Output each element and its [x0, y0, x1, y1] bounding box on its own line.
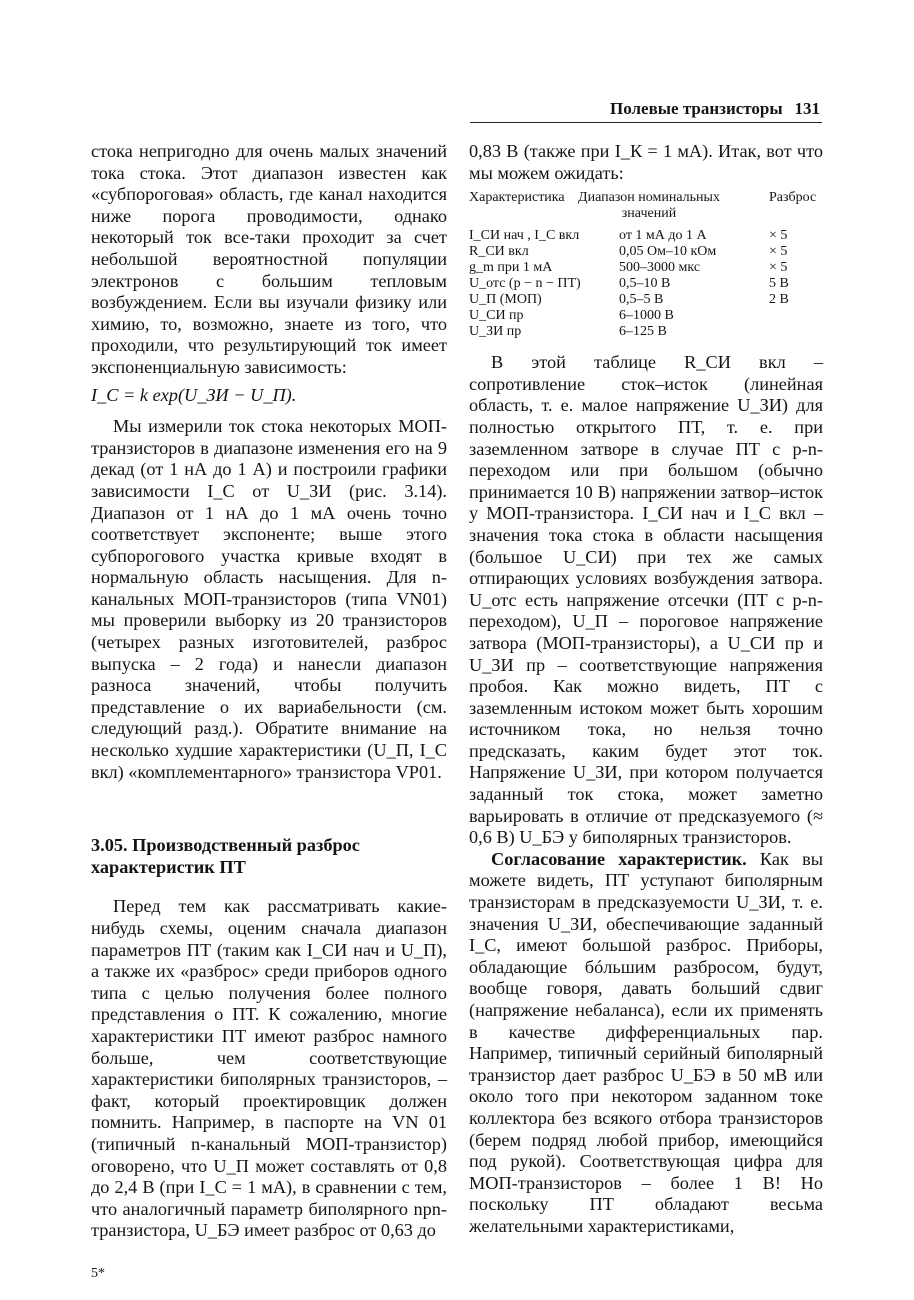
table-row [469, 260, 823, 276]
th-characteristic: Характеристика [469, 190, 565, 206]
cell-spread: × 5 [769, 260, 788, 276]
cell-param: U_ЗИ пр [469, 324, 522, 340]
cell-spread: × 5 [769, 244, 788, 260]
cell-range: от 1 мА до 1 А [619, 228, 707, 244]
formula-exponential: I_С = k exp(U_ЗИ − U_П). [91, 384, 297, 405]
cell-range: 6–125 В [619, 324, 667, 340]
cell-range: 500–3000 мкс [619, 260, 701, 276]
paragraph-table-explanation: В этой таблице R_СИ вкл – сопротивление сток–исток (линейная область, т. е. малое напряжение U_ЗИ) для полностью открытого ПТ, т. е. при заземленном затворе в случае ПТ с p-n-переходом или при большом (обычно принимается 10 В) напряжении затвор–исток у МОП-транзистора. I_СИ нач и I_С вкл – значения тока стока в области насыщения (большое U_СИ) при тех же самых отпирающих условиях возбуждения затвора. U_отс есть напряжение отсечки (ПТ с p-n-переходом), U_П – пороговое напряжение затвора (МОП-транзисторы), а U_СИ пр и U_ЗИ пр – соответствующие напряжения пробоя. Как можно видеть, ПТ с заземленным истоком может быть хорошим источником тока, но нельзя точно предсказать, каким будет этот ток. Напряжение U_ЗИ, при котором получается заданный ток стока, может заметно варьировать в отличие от предсказуемого (≈ 0,6 В) U_БЭ у биполярных транзисторов. [469, 352, 823, 848]
th-range: Диапазон номинальных значений [578, 190, 720, 222]
paragraph-measurements: Мы измерили ток стока некоторых МОП-транзисторов в диапазоне изменения его на 9 декад (от 1 нА до 1 А) и построили графики зависимости I_С от U_ЗИ (рис. 3.14). Диапазон от 1 нА до 1 мА очень точно соответствует экспоненте; выше этого субпорогового участка кривые входят в нормальную область насыщения. Для n-канальных МОП-транзисторов (типа VN01) мы проверили выборку из 20 транзисторов (четырех разных изготовителей, разброс выпуска – 2 года) и нанесли диапазон разноса значений, чтобы получить представление о их вариабельности (см. следующий разд.). Обратите внимание на несколько худшие характеристики (U_П, I_С вкл) «комплементарного» транзистора VP01. [91, 416, 447, 782]
left-column [91, 141, 447, 1242]
paragraph-lead: Согласование характеристик. [491, 848, 747, 869]
cell-param: U_П (МОП) [469, 292, 542, 308]
cell-range: 0,5–5 В [619, 292, 664, 308]
paragraph-expect: 0,83 В (также при I_К = 1 мА). Итак, вот что мы можем ожидать: [469, 141, 823, 183]
paragraph-matching-body: Как вы можете видеть, ПТ уступают биполярным транзисторам в предсказуемости U_ЗИ, т. е. значения U_ЗИ, обеспечивающие заданный I_С, имеют большой разброс. Приборы, обладающие бóльшим разбросом, будут, вообще говоря, давать больший сдвиг (напряжение небаланса), если их применять в качестве дифференциальных пар. Например, типичный серийный биполярный транзистор дает разброс U_БЭ в 50 мВ или около того при некотором заданном токе коллектора без всякого отбора транзисторов (берем подряд любой прибор, имеющийся под рукой). Соответствующая цифра для МОП-транзисторов – более 1 В! Но поскольку ПТ обладают весьма желательными характеристиками, [469, 848, 823, 1236]
cell-range: 0,5–10 В [619, 276, 671, 292]
running-title: Полевые транзисторы [610, 99, 783, 118]
table-row [469, 324, 823, 340]
cell-param: g_m при 1 мА [469, 260, 553, 276]
cell-param: R_СИ вкл [469, 244, 529, 260]
cell-param: U_СИ пр [469, 308, 524, 324]
th-spread: Разброс [769, 190, 817, 206]
table-row [469, 292, 823, 308]
cell-range: 0,05 Ом–10 кОм [619, 244, 717, 260]
paragraph-spread: Перед тем как рассматривать какие-нибудь схемы, оценим сначала диапазон параметров ПТ (таким как I_СИ нач и U_П), а также их «разброс» среди приборов одного типа с целью получения более полного представления о ПТ. К сожалению, многие характеристики ПТ имеют разброс намного больше, чем соответствующие характеристики биполярных транзисторов, – факт, который проектировщик должен помнить. Например, в паспорте на VN 01 (типичный n-канальный МОП-транзистор) оговорено, что U_П может составлять от 0,8 до 2,4 В (при I_С = 1 мА), в сравнении с тем, что аналогичный параметр биполярного npn-транзистора, U_БЭ имеет разброс от 0,63 до [91, 896, 447, 1241]
cell-param: I_СИ нач , I_С вкл [469, 228, 580, 244]
cell-spread: 2 В [769, 292, 789, 308]
cell-param: U_отс (p − n − ПТ) [469, 276, 581, 292]
running-header [470, 97, 822, 123]
cell-range: 6–1000 В [619, 308, 674, 324]
paragraph-matching [469, 849, 823, 1238]
cell-spread: × 5 [769, 228, 788, 244]
table-row [469, 308, 823, 324]
signature-mark: 5* [91, 1266, 105, 1281]
table-header [469, 190, 823, 228]
parameter-table [469, 190, 823, 340]
page-number: 131 [794, 99, 820, 118]
section-heading-3-05: 3.05. Производственный разброс характеристик ПТ [91, 835, 360, 877]
cell-spread: 5 В [769, 276, 789, 292]
table-row [469, 276, 823, 292]
table-row [469, 228, 823, 244]
paragraph-subthreshold: стока непригодно для очень малых значений тока стока. Этот диапазон известен как «субпороговая» область, где канал находится ниже порога проводимости, однако некоторый ток все-таки проходит за счет небольшой вероятностной популяции электронов с большим тепловым возбуждением. Если вы изучали физику или химию, то, возможно, знаете из того, что проходили, что результирующий ток имеет экспоненциальную зависимость: [91, 141, 447, 377]
header-rule [470, 122, 822, 123]
table-row [469, 244, 823, 260]
right-column [469, 141, 823, 1238]
